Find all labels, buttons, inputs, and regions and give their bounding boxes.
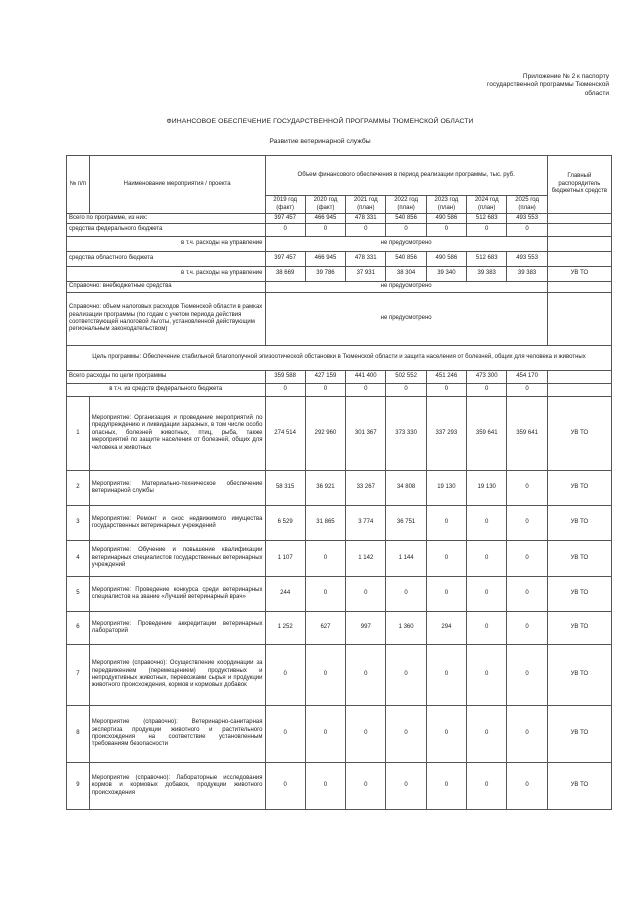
value-cell: 0 bbox=[467, 384, 507, 397]
manager-cell: УВ ТО bbox=[547, 706, 611, 763]
value-cell: 3 774 bbox=[346, 506, 386, 541]
value-cell: 427 159 bbox=[305, 371, 345, 384]
manager-cell: УВ ТО bbox=[547, 397, 611, 471]
item-name: Мероприятие: Обучение и повышение квалификации ветеринарных специалистов государственных ветеринарных учреждений bbox=[89, 541, 265, 577]
header-year: 2022 год (план) bbox=[386, 196, 426, 214]
value-cell: 0 bbox=[386, 577, 426, 612]
item-number: 9 bbox=[67, 763, 90, 810]
value-cell: 19 130 bbox=[467, 471, 507, 506]
value-cell: 1 252 bbox=[265, 612, 305, 645]
manager-cell: УВ ТО bbox=[547, 645, 611, 706]
row-label: в т.ч. из средств федерального бюджета bbox=[67, 384, 266, 397]
value-cell: 0 bbox=[346, 384, 386, 397]
annex-line: области bbox=[584, 89, 609, 97]
value-cell: 0 bbox=[426, 706, 466, 763]
row-label: Справочно: объем налоговых расходов Тюменской области в рамках реализации программы (по годам с учетом периода действия соответствующей налоговой льготы, установленной действующим региональным законодательством) bbox=[67, 293, 266, 346]
value-cell: 337 293 bbox=[426, 397, 466, 471]
item-row bbox=[67, 706, 612, 763]
value-cell: 0 bbox=[305, 384, 345, 397]
item-number: 4 bbox=[67, 541, 90, 577]
value-cell: 1 142 bbox=[346, 541, 386, 577]
row-label: Справочно: внебюджетные средства bbox=[67, 282, 266, 293]
manager-cell bbox=[547, 371, 611, 384]
value-cell: 292 960 bbox=[305, 397, 345, 471]
value-cell: 0 bbox=[386, 645, 426, 706]
item-row bbox=[67, 506, 612, 541]
not-provided-text: не предусмотрено bbox=[265, 237, 547, 252]
value-cell: 37 931 bbox=[346, 267, 386, 282]
value-cell: 473 300 bbox=[467, 371, 507, 384]
value-cell: 19 130 bbox=[426, 471, 466, 506]
summary-total-row bbox=[67, 214, 612, 224]
value-cell: 0 bbox=[467, 645, 507, 706]
header-year: 2019 год (факт) bbox=[265, 196, 305, 214]
value-cell: 0 bbox=[507, 577, 547, 612]
value-cell: 1 107 bbox=[265, 541, 305, 577]
value-cell: 0 bbox=[467, 612, 507, 645]
value-cell: 490 586 bbox=[426, 214, 466, 224]
value-cell: 0 bbox=[386, 384, 426, 397]
value-cell: 0 bbox=[305, 645, 345, 706]
row-label: в т.ч. расходы на управление bbox=[67, 267, 266, 282]
value-cell: 0 bbox=[507, 763, 547, 810]
header-year: 2025 год (план) bbox=[507, 196, 547, 214]
value-cell: 0 bbox=[426, 384, 466, 397]
item-number: 7 bbox=[67, 645, 90, 706]
value-cell: 0 bbox=[507, 506, 547, 541]
summary-regional-mgmt-row bbox=[67, 267, 612, 282]
item-name: Мероприятие (справочно): Осуществление координации за передвижением (перемещением) продуктивных и непродуктивных животных, перевозками сырья и продукции животного происхождения, кормов и кормовых добавок bbox=[89, 645, 265, 706]
item-name: Мероприятие (справочно): Ветеринарно-санитарная экспертиза продукции животного и растительного происхождения на соответствие установленным требованиям безопасности bbox=[89, 706, 265, 763]
value-cell: 38 304 bbox=[386, 267, 426, 282]
summary-regional-row bbox=[67, 252, 612, 267]
value-cell: 0 bbox=[265, 645, 305, 706]
value-cell: 451 246 bbox=[426, 371, 466, 384]
value-cell: 454 170 bbox=[507, 371, 547, 384]
value-cell: 0 bbox=[467, 506, 507, 541]
manager-cell bbox=[547, 384, 611, 397]
value-cell: 512 683 bbox=[467, 252, 507, 267]
manager-cell bbox=[547, 237, 611, 252]
value-cell: 36 751 bbox=[386, 506, 426, 541]
value-cell: 0 bbox=[265, 706, 305, 763]
goal-text: Цель программы: Обеспечение стабильной благополучной эпизоотической обстановки в Тюменской области и защита населения от болезней, общих для человека и животных bbox=[67, 346, 612, 371]
item-number: 1 bbox=[67, 397, 90, 471]
value-cell: 540 856 bbox=[386, 252, 426, 267]
value-cell: 38 669 bbox=[265, 267, 305, 282]
manager-cell: УВ ТО bbox=[547, 506, 611, 541]
value-cell: 33 267 bbox=[346, 471, 386, 506]
value-cell: 34 808 bbox=[386, 471, 426, 506]
value-cell: 359 641 bbox=[507, 397, 547, 471]
value-cell: 0 bbox=[305, 763, 345, 810]
value-cell: 244 bbox=[265, 577, 305, 612]
item-row bbox=[67, 763, 612, 810]
value-cell: 0 bbox=[507, 471, 547, 506]
value-cell: 0 bbox=[507, 612, 547, 645]
value-cell: 0 bbox=[507, 541, 547, 577]
manager-cell: УВ ТО bbox=[547, 471, 611, 506]
item-name: Мероприятие: Организация и проведение мероприятий по предупреждению и ликвидации заразных, в том числе особо опасных, болезней животных, птиц, рыба, также мероприятий по защите населения от болезней, общих для человека и животных bbox=[89, 397, 265, 471]
value-cell: 31 865 bbox=[305, 506, 345, 541]
value-cell: 0 bbox=[346, 706, 386, 763]
finance-table-body bbox=[67, 156, 612, 810]
value-cell: 490 586 bbox=[426, 252, 466, 267]
row-label: средства областного бюджета bbox=[67, 252, 266, 267]
value-cell: 0 bbox=[426, 224, 466, 237]
value-cell: 0 bbox=[265, 224, 305, 237]
item-row bbox=[67, 397, 612, 471]
value-cell: 58 315 bbox=[265, 471, 305, 506]
value-cell: 478 331 bbox=[346, 214, 386, 224]
value-cell: 373 330 bbox=[386, 397, 426, 471]
value-cell: 0 bbox=[346, 763, 386, 810]
item-number: 5 bbox=[67, 577, 90, 612]
value-cell: 0 bbox=[467, 577, 507, 612]
header-name: Наименование мероприятия / проекта bbox=[89, 156, 265, 214]
value-cell: 359 588 bbox=[265, 371, 305, 384]
value-cell: 0 bbox=[305, 706, 345, 763]
value-cell: 0 bbox=[507, 224, 547, 237]
value-cell: 997 bbox=[346, 612, 386, 645]
document-subtitle: Развитие ветеринарной службы bbox=[269, 138, 371, 145]
item-name: Мероприятие: Проведение конкурса среди ветеринарных специалистов на звание «Лучший ветеринарный врач» bbox=[89, 577, 265, 612]
value-cell: 294 bbox=[426, 612, 466, 645]
value-cell: 0 bbox=[467, 541, 507, 577]
value-cell: 466 945 bbox=[305, 214, 345, 224]
value-cell: 0 bbox=[305, 541, 345, 577]
item-row bbox=[67, 645, 612, 706]
summary-tax-row bbox=[67, 293, 612, 346]
manager-cell: УВ ТО bbox=[547, 612, 611, 645]
manager-cell bbox=[547, 293, 611, 346]
value-cell: 0 bbox=[467, 224, 507, 237]
item-row bbox=[67, 577, 612, 612]
value-cell: 466 945 bbox=[305, 252, 345, 267]
value-cell: 0 bbox=[467, 763, 507, 810]
item-row bbox=[67, 541, 612, 577]
annex-line: Приложение № 2 к паспорту bbox=[522, 73, 609, 80]
manager-cell bbox=[547, 252, 611, 267]
item-row bbox=[67, 471, 612, 506]
annex-note bbox=[369, 73, 609, 98]
value-cell: 0 bbox=[426, 645, 466, 706]
value-cell: 441 400 bbox=[346, 371, 386, 384]
header-year: 2023 год (план) bbox=[426, 196, 466, 214]
value-cell: 0 bbox=[426, 506, 466, 541]
summary-federal-mgmt-row bbox=[67, 237, 612, 252]
value-cell: 0 bbox=[386, 763, 426, 810]
row-label: Всего по программе, из них: bbox=[67, 214, 266, 224]
value-cell: 0 bbox=[265, 384, 305, 397]
item-number: 3 bbox=[67, 506, 90, 541]
item-number: 2 bbox=[67, 471, 90, 506]
value-cell: 512 683 bbox=[467, 214, 507, 224]
value-cell: 1 144 bbox=[386, 541, 426, 577]
finance-table bbox=[66, 155, 612, 810]
value-cell: 1 360 bbox=[386, 612, 426, 645]
value-cell: 493 553 bbox=[507, 252, 547, 267]
value-cell: 493 553 bbox=[507, 214, 547, 224]
manager-cell bbox=[547, 282, 611, 293]
value-cell: 39 786 bbox=[305, 267, 345, 282]
value-cell: 540 856 bbox=[386, 214, 426, 224]
value-cell: 39 340 bbox=[426, 267, 466, 282]
value-cell: 0 bbox=[426, 541, 466, 577]
item-row bbox=[67, 612, 612, 645]
value-cell: 627 bbox=[305, 612, 345, 645]
value-cell: 0 bbox=[386, 224, 426, 237]
not-provided-text: не предусмотрено bbox=[265, 282, 547, 293]
goal-federal-row bbox=[67, 384, 612, 397]
value-cell: 0 bbox=[507, 645, 547, 706]
value-cell: 0 bbox=[426, 577, 466, 612]
value-cell: 36 921 bbox=[305, 471, 345, 506]
header-row bbox=[67, 156, 612, 196]
summary-federal-row bbox=[67, 224, 612, 237]
document-title: ФИНАНСОВОЕ ОБЕСПЕЧЕНИЕ ГОСУДАРСТВЕННОЙ ПРОГРАММЫ ТЮМЕНСКОЙ ОБЛАСТИ bbox=[166, 118, 474, 125]
header-num: № п/п bbox=[67, 156, 90, 214]
manager-cell bbox=[547, 214, 611, 224]
manager-cell: УВ ТО bbox=[547, 541, 611, 577]
value-cell: 502 552 bbox=[386, 371, 426, 384]
value-cell: 274 514 bbox=[265, 397, 305, 471]
manager-cell: УВ ТО bbox=[547, 267, 611, 282]
header-year: 2020 год (факт) bbox=[305, 196, 345, 214]
value-cell: 0 bbox=[507, 706, 547, 763]
value-cell: 0 bbox=[305, 224, 345, 237]
header-volume: Объем финансового обеспечения в период реализации программы, тыс. руб. bbox=[265, 156, 547, 196]
value-cell: 39 383 bbox=[467, 267, 507, 282]
header-year: 2021 год (план) bbox=[346, 196, 386, 214]
manager-cell: УВ ТО bbox=[547, 763, 611, 810]
row-label: в т.ч. расходы на управление bbox=[67, 237, 266, 252]
value-cell: 0 bbox=[346, 224, 386, 237]
value-cell: 0 bbox=[305, 577, 345, 612]
item-name: Мероприятие: Ремонт и снос недвижимого имущества государственных ветеринарных учреждений bbox=[89, 506, 265, 541]
value-cell: 0 bbox=[467, 706, 507, 763]
summary-extrabudget-row bbox=[67, 282, 612, 293]
value-cell: 0 bbox=[386, 706, 426, 763]
row-label: Всего расходы по цели программы bbox=[67, 371, 266, 384]
header-manager: Главный распорядитель бюджетных средств bbox=[547, 156, 611, 214]
value-cell: 397 457 bbox=[265, 214, 305, 224]
value-cell: 6 529 bbox=[265, 506, 305, 541]
value-cell: 478 331 bbox=[346, 252, 386, 267]
goal-row bbox=[67, 346, 612, 371]
value-cell: 0 bbox=[426, 763, 466, 810]
manager-cell: УВ ТО bbox=[547, 577, 611, 612]
item-number: 6 bbox=[67, 612, 90, 645]
value-cell: 0 bbox=[507, 384, 547, 397]
value-cell: 359 641 bbox=[467, 397, 507, 471]
item-number: 8 bbox=[67, 706, 90, 763]
manager-cell bbox=[547, 224, 611, 237]
value-cell: 0 bbox=[265, 763, 305, 810]
value-cell: 301 367 bbox=[346, 397, 386, 471]
item-name: Мероприятие: Материально-техническое обеспечение ветеринарной службы bbox=[89, 471, 265, 506]
value-cell: 39 383 bbox=[507, 267, 547, 282]
value-cell: 397 457 bbox=[265, 252, 305, 267]
item-name: Мероприятие: Проведение аккредитации ветеринарных лабораторий bbox=[89, 612, 265, 645]
not-provided-text: не предусмотрено bbox=[265, 293, 547, 346]
goal-total-row bbox=[67, 371, 612, 384]
annex-line: государственной программы Тюменской bbox=[487, 81, 609, 89]
value-cell: 0 bbox=[346, 577, 386, 612]
row-label: средства федерального бюджета bbox=[67, 224, 266, 237]
header-year: 2024 год (план) bbox=[467, 196, 507, 214]
value-cell: 0 bbox=[346, 645, 386, 706]
item-name: Мероприятие (справочно): Лабораторные исследования кормов и кормовых добавок, продукции животного происхождения bbox=[89, 763, 265, 810]
